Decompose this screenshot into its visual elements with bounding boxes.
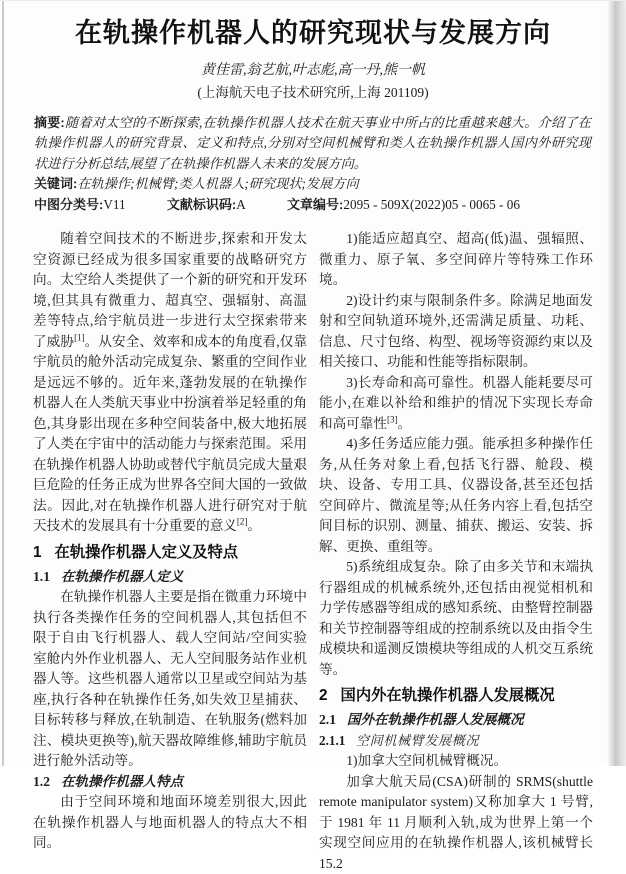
body-paragraph: 1)能适应超真空、超高(低)温、强辐照、微重力、原子氧、多空间碎片等特殊工作环境。 bbox=[319, 229, 593, 291]
clc-item bbox=[34, 197, 126, 212]
front-matter bbox=[34, 113, 591, 215]
body-paragraph: 由于空间环境和地面环境差别很大,因此在轨操作机器人与地面机器人的特点大不相同。 bbox=[33, 792, 307, 854]
doc-code-value: A bbox=[236, 197, 246, 212]
heading-number: 2 bbox=[319, 687, 328, 704]
heading-text: 在轨操作机器人特点 bbox=[61, 774, 183, 789]
article-id-label: 文章编号: bbox=[287, 197, 343, 212]
clc-label: 中图分类号: bbox=[34, 197, 103, 212]
body-paragraph: 2)设计约束与限制条件多。除满足地面发射和空间轨道环境外,还需满足质量、功耗、信息、尺寸包络、构型、视场等资源约束以及相关接口、功能和性能等指标限制。 bbox=[319, 291, 593, 373]
abstract-text: 随着对太空的不断探索,在轨操作机器人技术在航天事业中所占的比重越来越大。介绍了在轨操作机器人的研究背景、定义和特点,分别对空间机械臂和类人在轨操作机器人国内外研究现状进行分析总结,展望了在轨操作机器人未来的发展方向。 bbox=[34, 115, 591, 171]
subsection-heading bbox=[33, 567, 307, 588]
left-column bbox=[33, 229, 307, 854]
subsection-heading bbox=[319, 710, 593, 731]
body-paragraph: 1)加拿大空间机械臂概况。 bbox=[319, 751, 593, 772]
doc-code-label: 文献标识码: bbox=[167, 197, 236, 212]
scan-left-edge bbox=[2, 1, 4, 766]
heading-number: 1 bbox=[33, 544, 42, 561]
keywords-paragraph bbox=[34, 174, 591, 194]
body-paragraph: 随着空间技术的不断进步,探索和开发太空资源已经成为很多国家重要的战略研究方向。太空给人类提供了一个新的研究和开发环境,但其具有微重力、超真空、强辐射、高温差等特点,给宇航员进一步进行太空探索带来了威胁[1]。从安全、效率和成本的角度看,仅靠宇航员的舱外活动完成复杂、繁重的空间作业是远远不够的。近年来,蓬勃发展的在轨操作机器人在人类航天事业中扮演着举足轻重的角色,其身影出现在多种空间装备中,极大地拓展了人类在宇宙中的活动能力与探索范围。采用在轨操作机器人协助或替代宇航员完成大量艰巨危险的任务正成为世界各空间大国的一致做法。因此,对在轨操作机器人进行研究对于航天技术的发展具有十分重要的意义[2]。 bbox=[33, 229, 307, 537]
paper-title: 在轨操作机器人的研究现状与发展方向 bbox=[33, 11, 593, 50]
subsection-heading bbox=[319, 731, 593, 752]
affiliation-line: (上海航天电子技术研究所,上海 201109) bbox=[33, 81, 593, 101]
classification-line bbox=[34, 195, 591, 215]
body-paragraph: 4)多任务适应能力强。能承担多种操作任务,从任务对象上看,包括飞行器、舱段、模块、设备、专用工具、仪器设备,甚至还包括空间碎片、微流星等;从任务内容上看,包括空间目标的识别、测量、捕获、搬运、安装、拆解、更换、重组等。 bbox=[319, 434, 593, 557]
scan-right-edge bbox=[607, 1, 626, 766]
heading-text: 国外在轨操作机器人发展概况 bbox=[347, 712, 524, 727]
heading-text: 国内外在轨操作机器人发展概况 bbox=[341, 687, 555, 704]
abstract-label: 摘要: bbox=[34, 115, 65, 130]
heading-number: 1.1 bbox=[33, 569, 50, 584]
right-column bbox=[319, 229, 593, 874]
authors-line: 黄佳雷,翁艺航,叶志彪,高一丹,熊一帆 bbox=[33, 59, 593, 79]
section-heading bbox=[319, 686, 593, 706]
article-id-item bbox=[287, 197, 520, 212]
keywords-text: 在轨操作;机械臂;类人机器人;研究现状;发展方向 bbox=[77, 176, 358, 191]
heading-number: 1.2 bbox=[33, 774, 50, 789]
clc-value: V11 bbox=[103, 197, 125, 212]
heading-text: 空间机械臂发展概况 bbox=[356, 733, 479, 748]
heading-text: 在轨操作机器人定义 bbox=[61, 569, 183, 584]
heading-number: 2.1 bbox=[319, 712, 336, 727]
keywords-label: 关键词: bbox=[34, 176, 77, 191]
body-paragraph: 在轨操作机器人主要是指在微重力环境中执行各类操作任务的空间机器人,其包括但不限于自由飞行机器人、载人空间站/空间实验室舱内外作业机器人、无人空间服务站作业机器人等。这些机器人通常以卫星或空间站为基座,执行各种在轨操作任务,如失效卫星捕获、目标转移与释放,在轨制造、在轨服务(燃料加注、模块更换等),航天器故障维修,辅助宇航员进行舱外活动等。 bbox=[33, 587, 307, 772]
abstract-paragraph bbox=[34, 113, 591, 174]
heading-number: 2.1.1 bbox=[319, 733, 345, 748]
subsection-heading bbox=[33, 772, 307, 793]
heading-text: 在轨操作机器人定义及特点 bbox=[55, 544, 239, 561]
article-id-value: 2095 - 509X(2022)05 - 0065 - 06 bbox=[343, 197, 520, 212]
section-heading bbox=[33, 543, 307, 563]
body-paragraph: 加拿大航天局(CSA)研制的 SRMS(shuttle remote manipulator system)又称加拿大 1 号臂,于 1981 年 11 月顺利入轨,成为世界上第一个实现空间应用的在轨操作机器人,该机械臂长 15.2 bbox=[319, 772, 593, 874]
doc-code-item bbox=[167, 197, 246, 212]
body-paragraph: 5)系统组成复杂。除了由多关节和末端执行器组成的机械系统外,还包括由视觉相机和力学传感器等组成的感知系统、由整臂控制器和关节控制器等组成的控制系统以及由指令生成模块和遥测反馈模块等组成的人机交互系统等。 bbox=[319, 557, 593, 680]
body-paragraph: 3)长寿命和高可靠性。机器人能耗要尽可能小,在难以补给和维护的情况下实现长寿命和高可靠性[3]。 bbox=[319, 373, 593, 435]
